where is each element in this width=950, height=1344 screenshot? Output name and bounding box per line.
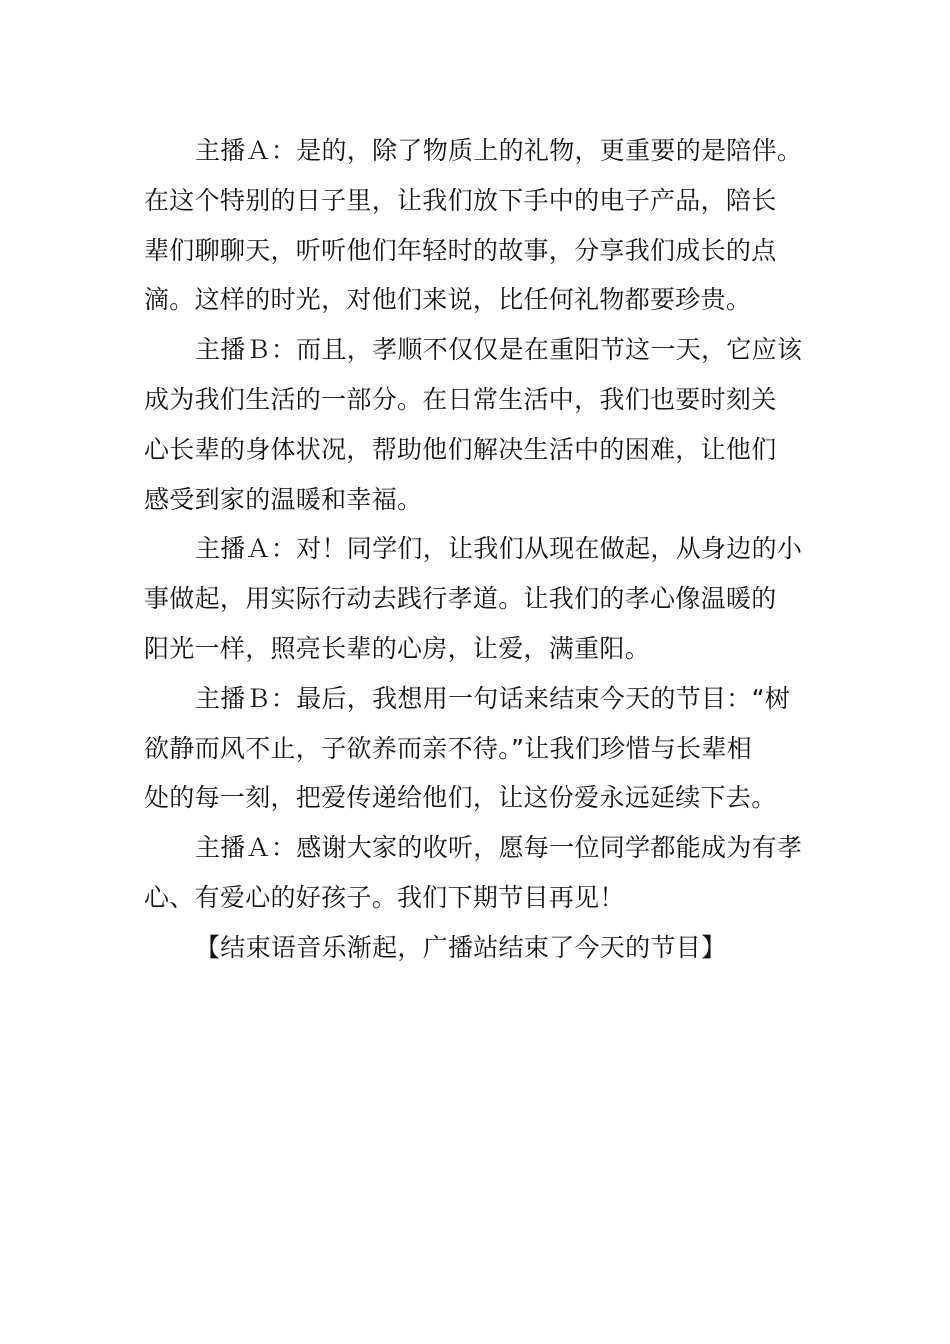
paragraph-line: 主播Ｂ：而且，孝顺不仅仅是在重阳节这一天，它应该 (195, 335, 803, 365)
paragraph-line: 主播Ａ：对！同学们，让我们从现在做起，从身边的小 (195, 534, 803, 564)
document-body (144, 126, 806, 973)
paragraph-4 (144, 674, 806, 823)
paragraph-line: 感受到家的温暖和幸福。 (144, 484, 423, 514)
paragraph-line: 成为我们生活的一部分。在日常生活中，我们也要时刻关 (144, 384, 777, 414)
paragraph-line: 心长辈的身体状况，帮助他们解决生活中的困难，让他们 (144, 434, 777, 464)
paragraph-line: 阳光一样，照亮长辈的心房，让爱，满重阳。 (144, 633, 651, 663)
paragraph-line: 辈们聊聊天，听听他们年轻时的故事，分享我们成长的点 (144, 235, 777, 265)
paragraph-5 (144, 823, 806, 923)
paragraph-line: 事做起，用实际行动去践行孝道。让我们的孝心像温暖的 (144, 584, 777, 614)
paragraph-line: 处的每一刻，把爱传递给他们，让这份爱永远延续下去。 (144, 783, 777, 813)
paragraph-line: 滴。这样的时光，对他们来说，比任何礼物都要珍贵。 (144, 285, 752, 315)
paragraph-line: 心、有爱心的好孩子。我们下期节目再见！ (144, 882, 625, 912)
paragraph-1 (144, 126, 806, 325)
paragraph-line: 主播Ｂ：最后，我想用一句话来结束今天的节目：“树 (195, 683, 791, 713)
paragraph-line: 在这个特别的日子里，让我们放下手中的电子产品，陪长 (144, 185, 777, 215)
paragraph-line: 欲静而风不止，子欲养而亲不待。”让我们珍惜与长辈相 (144, 733, 752, 763)
paragraph-line: 主播Ａ：是的，除了物质上的礼物，更重要的是陪伴。 (195, 136, 803, 165)
closing-note (144, 923, 806, 973)
paragraph-3 (144, 524, 806, 673)
paragraph-line: 主播Ａ：感谢大家的收听，愿每一位同学都能成为有孝 (195, 833, 803, 863)
closing-line: 【结束语音乐渐起，广播站结束了今天的节目】 (195, 932, 727, 962)
paragraph-2 (144, 325, 806, 524)
